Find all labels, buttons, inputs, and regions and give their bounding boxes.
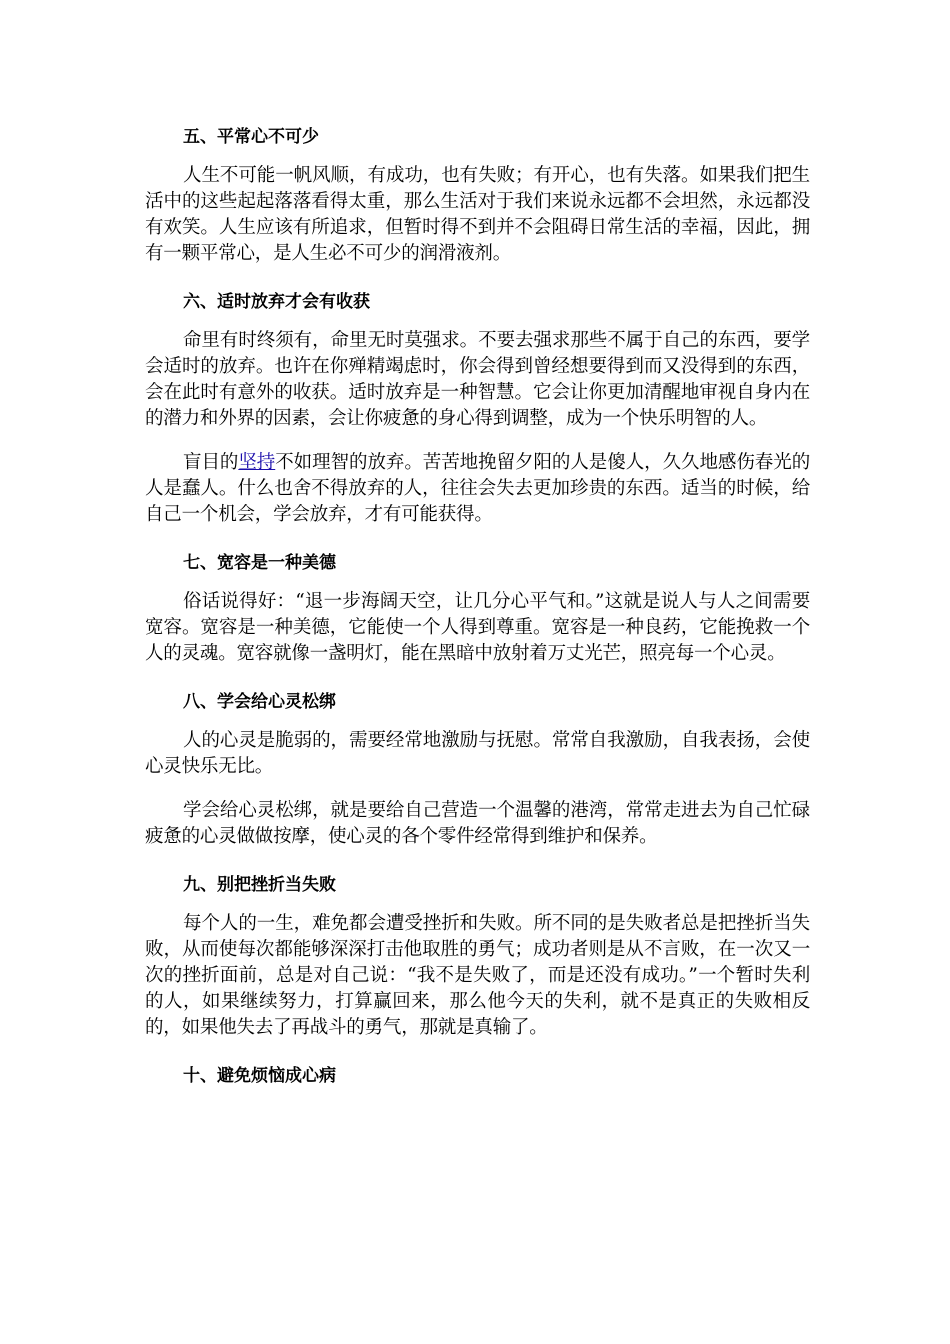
paragraph: 学会给心灵松绑，就是要给自己营造一个温馨的港湾，常常走进去为自己忙碌疲惫的心灵做做按摩，使心灵的各个零件经常得到维护和保养。 [145,800,810,847]
section-heading-8: 八、学会给心灵松绑 [183,692,336,712]
section-heading-9: 九、别把挫折当失败 [183,875,336,895]
paragraph: 命里有时终须有，命里无时莫强求。不要去强求那些不属于自己的东西，要学会适时的放弃。也许在你殚精竭虑时，你会得到曾经想要得到而又没得到的东西，会在此时有意外的收获。适时放弃是一种智慧。它会让你更加清醒地审视自身内在的潜力和外界的因素，会让你疲惫的身心得到调整，成为一个快乐明智的人。 [145,330,810,429]
paragraph-text-before-link: 盲目的 [183,452,239,473]
paragraph-text-after-link: 不如理智的放弃。苦苦地挽留夕阳的人是傻人，久久地感伤春光的人是蠢人。什么也舍不得放弃的人，往往会失去更加珍贵的东西。适当的时候，给自己一个机会，学会放弃，才有可能获得。 [145,452,810,525]
paragraph: 人生不可能一帆风顺，有成功，也有失败；有开心，也有失落。如果我们把生活中的这些起起落落看得太重，那么生活对于我们来说永远都不会坦然，永远都没有欢笑。人生应该有所追求，但暂时得不到并不会阻碍日常生活的幸福，因此，拥有一颗平常心，是人生必不可少的润滑液剂。 [145,165,810,264]
section-heading-10: 十、避免烦恼成心病 [183,1066,336,1086]
section-heading-5: 五、平常心不可少 [183,127,319,147]
persistence-link[interactable]: 坚持 [238,452,276,473]
paragraph: 每个人的一生，难免都会遭受挫折和失败。所不同的是失败者总是把挫折当失败，从而使每次都能够深深打击他取胜的勇气；成功者则是从不言败，在一次又一次的挫折面前，总是对自己说：“我不是失败了，而是还没有成功。”一个暂时失利的人，如果继续努力，打算赢回来，那么他今天的失利，就不是真正的失败相反的，如果他失去了再战斗的勇气，那就是真输了。 [145,913,810,1038]
document-body [145,120,810,1102]
section-heading-6: 六、适时放弃才会有收获 [183,292,370,312]
section-heading-7: 七、宽容是一种美德 [183,553,336,573]
paragraph: 俗话说得好：“退一步海阔天空，让几分心平气和。”这就是说人与人之间需要宽容。宽容是一种美德，它能使一个人得到尊重。宽容是一种良药，它能挽救一个人的灵魂。宽容就像一盏明灯，能在黑暗中放射着万丈光芒，照亮每一个心灵。 [145,591,810,664]
paragraph-with-link [145,450,810,528]
paragraph: 人的心灵是脆弱的，需要经常地激励与抚慰。常常自我激励，自我表扬，会使心灵快乐无比。 [145,730,810,777]
